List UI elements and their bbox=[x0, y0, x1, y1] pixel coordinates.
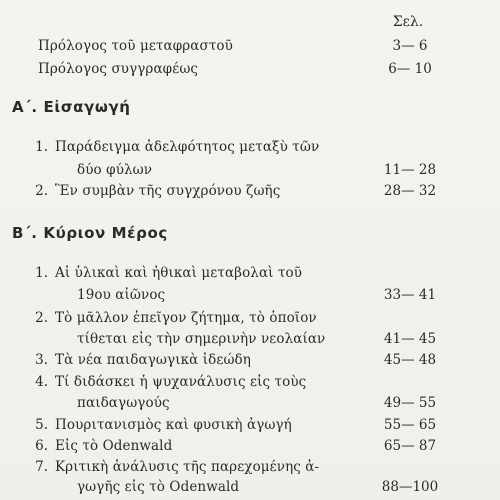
toc-entry-title: Παράδειγμα ἀδελφότητος μεταξὺ τῶν bbox=[55, 139, 320, 155]
toc-entry-number: 2. bbox=[35, 183, 48, 199]
toc-entry-continuation bbox=[0, 162, 500, 182]
toc-entry-title: Τὰ νέα παιδαγωγικὰ ἰδεώδη bbox=[55, 352, 251, 368]
toc-entry-preface-author bbox=[0, 61, 500, 81]
toc-entry-number: 1. bbox=[35, 265, 48, 281]
toc-entry-number: 5. bbox=[35, 417, 48, 433]
toc-entry bbox=[0, 139, 500, 159]
toc-entry-pages: 28— 32 bbox=[383, 183, 437, 199]
toc-entry bbox=[0, 310, 500, 330]
toc-entry-title-line2: 19ου αἰῶνος bbox=[77, 287, 166, 303]
toc-entry-pages: 3— 6 bbox=[392, 38, 428, 54]
toc-entry-title: Πουριτανισμὸς καὶ φυσικὴ ἀγωγή bbox=[55, 417, 292, 433]
toc-entry bbox=[0, 438, 500, 458]
toc-entry-number: 7. bbox=[35, 459, 48, 475]
toc-entry bbox=[0, 417, 500, 437]
toc-entry-title-line2: δύο φύλων bbox=[77, 162, 153, 178]
toc-entry-continuation bbox=[0, 287, 500, 307]
toc-entry-title: Πρόλογος συγγραφέως bbox=[38, 61, 199, 77]
toc-entry-title-line2: τίθεται εἰς τὴν σημερινὴν νεολαίαν bbox=[77, 331, 326, 347]
toc-entry-number: 6. bbox=[35, 438, 48, 454]
toc-entry-pages: 55— 65 bbox=[383, 417, 437, 433]
toc-entry-title: Ἓν συμβὰν τῆς συγχρόνου ζωῆς bbox=[55, 183, 281, 199]
toc-entry-number: 3. bbox=[35, 352, 48, 368]
toc-entry-continuation bbox=[0, 395, 500, 415]
toc-entry-pages: 11— 28 bbox=[383, 162, 437, 178]
toc-entry-preface-translator bbox=[0, 38, 500, 58]
section-heading-introduction: Α΄. Εἰσαγωγή bbox=[12, 98, 131, 116]
toc-entry-title: Τί διδάσκει ἡ ψυχανάλυσις εἰς τοὺς bbox=[55, 374, 307, 390]
toc-entry-title: Κριτικὴ ἀνάλυσις τῆς παρεχομένης ἀ- bbox=[55, 459, 320, 475]
toc-entry-title: Εἰς τὸ Odenwald bbox=[55, 438, 173, 454]
toc-entry-title: Αἱ ὑλικαὶ καὶ ἠθικαὶ μεταβολαὶ τοῦ bbox=[55, 265, 303, 281]
toc-entry-title-line2: παιδαγωγούς bbox=[77, 395, 170, 411]
toc-entry-continuation bbox=[0, 479, 500, 499]
toc-entry-pages: 33— 41 bbox=[383, 287, 437, 303]
toc-entry-pages: 41— 45 bbox=[383, 331, 437, 347]
toc-entry-pages: 6— 10 bbox=[388, 61, 432, 77]
toc-entry bbox=[0, 459, 500, 479]
toc-entry-pages: 45— 48 bbox=[383, 352, 437, 368]
toc-entry-title: Πρόλογος τοῦ μεταφραστοῦ bbox=[38, 38, 233, 54]
toc-entry-continuation bbox=[0, 331, 500, 351]
toc-entry-pages: 65— 87 bbox=[383, 438, 437, 454]
toc-entry bbox=[0, 265, 500, 285]
toc-entry bbox=[0, 183, 500, 203]
toc-entry-number: 2. bbox=[35, 310, 48, 326]
toc-entry bbox=[0, 374, 500, 394]
toc-entry bbox=[0, 352, 500, 372]
toc-entry-number: 4. bbox=[35, 374, 48, 390]
toc-entry-pages: 88—100 bbox=[381, 479, 439, 495]
toc-entry-pages: 49— 55 bbox=[383, 395, 437, 411]
page-column-header: Σελ. bbox=[392, 14, 424, 30]
toc-entry-number: 1. bbox=[35, 139, 48, 155]
section-heading-main-part: Β΄. Κύριον Μέρος bbox=[12, 224, 168, 242]
toc-entry-title-line2: γωγῆς εἰς τὸ Odenwald bbox=[77, 479, 240, 495]
toc-entry-title: Τὸ μᾶλλον ἐπεῖγον ζήτημα, τὸ ὁποῖον bbox=[55, 310, 317, 326]
